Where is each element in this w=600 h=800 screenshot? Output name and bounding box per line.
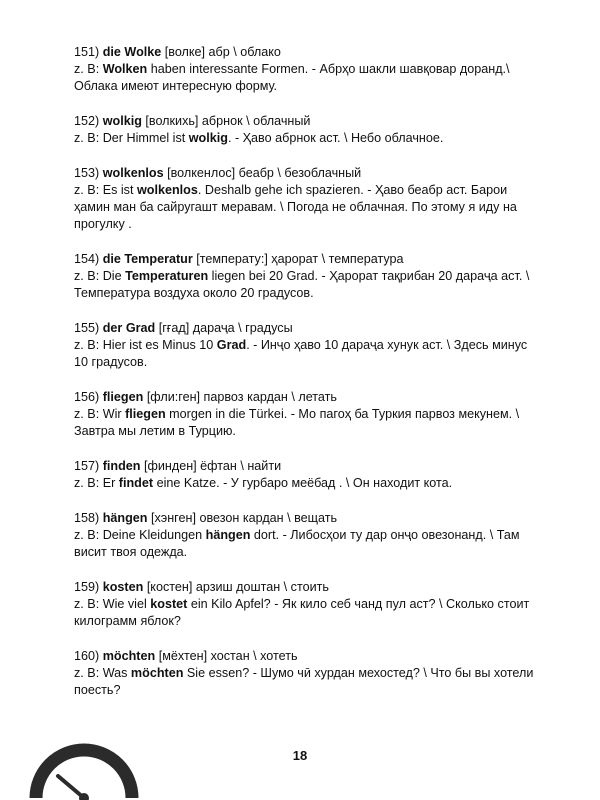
entry-headline [74, 44, 544, 61]
vocabulary-list [74, 44, 544, 717]
entry-definition: [гғад] дараҷа \ градусы [158, 321, 293, 335]
example-bold-word: Grad [216, 338, 247, 353]
example-rest: . - Инҷо ҳаво 10 дараҷа хунук аст. \ Здесь минус 10 градусов. [74, 338, 528, 370]
entry-word: möchten [102, 648, 156, 663]
entry-headline [74, 165, 544, 182]
example-bold-word: Temperaturen [125, 269, 209, 284]
example-bold-word: hängen [205, 528, 251, 542]
vocabulary-entry [74, 113, 544, 147]
entry-word: kosten [102, 579, 144, 594]
gauge-needle [58, 776, 84, 798]
entry-definition: [финден] ёфтан \ найти [144, 459, 282, 473]
vocabulary-entry [74, 579, 544, 631]
entry-example [74, 596, 544, 630]
example-rest: . Deshalb gehe ich spazieren. - Ҳаво беабр аст. Барои ҳамин ман ба сайругашт меравам. \ Погода не облачная. По этому я иду на прогулку . [74, 183, 517, 232]
entry-headline [74, 251, 544, 268]
entry-number: 154) [74, 252, 100, 266]
example-prefix: z. B: Hier ist es Minus 10 [74, 338, 217, 353]
entry-word: hängen [102, 510, 148, 525]
example-prefix: z. B: Es ist [74, 183, 137, 197]
entry-number: 151) [74, 45, 100, 59]
example-prefix: z. B: Wir [74, 407, 126, 422]
entry-example [74, 406, 544, 440]
entry-number: 156) [74, 390, 100, 404]
entry-definition: [мёхтен] хостан \ хотеть [158, 648, 298, 663]
entry-number: 153) [74, 165, 100, 180]
example-prefix: z. B: Wie viel [74, 597, 151, 611]
entry-word: fliegen [102, 390, 144, 404]
entry-example [74, 182, 544, 234]
example-bold-word: fliegen [125, 407, 166, 422]
example-rest: ein Kilo Apfel? - Як кило себ чанд пул аст? \ Сколько стоит килограмм яблок? [74, 597, 530, 629]
entry-headline [74, 648, 544, 665]
entry-example [74, 665, 544, 699]
entry-word: wolkenlos [102, 165, 164, 180]
entry-word: wolkig [102, 114, 142, 128]
entry-example [74, 337, 544, 371]
example-rest: . - Ҳаво абрнок аст. \ Небо облачное. [227, 131, 444, 146]
entry-definition: [температу:] ҳарорат \ температура [196, 252, 404, 266]
entry-word: die Wolke [102, 45, 162, 59]
example-prefix: z. B: Die [74, 269, 126, 284]
example-prefix: z. B: Deine Kleidungen [74, 528, 206, 542]
example-rest: Sie essen? - Шумо чӣ хурдан мехостед? \ Что бы вы хотели поесть? [74, 666, 534, 698]
entry-example [74, 61, 544, 95]
gauge-icon [28, 734, 140, 800]
entry-number: 159) [74, 579, 100, 594]
example-rest: liegen bei 20 Grad. - Ҳарорат тақрибан 20 дараҷа аст. \ Температура воздуха около 20 градусов. [74, 269, 530, 301]
entry-example [74, 268, 544, 302]
example-bold-word: findet [118, 476, 154, 491]
entry-definition: [волкихь] абрнок \ облачный [145, 114, 311, 128]
example-bold-word: wolkig [188, 131, 228, 146]
entry-example [74, 527, 544, 561]
entry-definition: [волке] абр \ облако [164, 45, 281, 59]
example-bold-word: kostet [150, 597, 188, 611]
example-rest: morgen in die Türkei. - Мо пагоҳ ба Туркия парвоз мекунем. \ Завтра мы летим в Турцию. [74, 407, 520, 439]
vocabulary-entry [74, 165, 544, 234]
example-prefix: z. B: Der Himmel ist [74, 131, 189, 146]
example-prefix: z. B: Er [74, 476, 119, 491]
entry-headline [74, 579, 544, 596]
entry-headline [74, 113, 544, 130]
example-bold-word: möchten [130, 666, 184, 680]
entry-definition: [хэнген] овезон кардан \ вещать [151, 510, 338, 525]
example-bold-word: Wolken [102, 62, 148, 77]
entry-number: 155) [74, 321, 100, 335]
entry-definition: [костен] арзиш доштан \ стоить [146, 579, 329, 594]
entry-definition: [фли:ген] парвоз кардан \ летать [146, 390, 337, 404]
entry-headline [74, 389, 544, 406]
entry-number: 158) [74, 510, 100, 525]
vocabulary-entry [74, 510, 544, 562]
entry-definition: [волкенлос] беабр \ безоблачный [167, 165, 362, 180]
entry-word: der Grad [102, 321, 156, 335]
entry-headline [74, 458, 544, 475]
entry-number: 160) [74, 648, 100, 663]
vocabulary-entry [74, 389, 544, 441]
example-bold-word: wolkenlos [136, 183, 198, 197]
entry-headline [74, 320, 544, 337]
entry-example [74, 475, 544, 492]
example-rest: eine Katze. - У гурбаро меёбад . \ Он находит кота. [153, 476, 453, 491]
vocabulary-entry [74, 251, 544, 303]
page-number: 18 [292, 748, 308, 763]
example-rest: dort. - Либосҳои ту дар онҷо овезонанд. \ Там висит твоя одежда. [74, 528, 520, 560]
example-rest: haben interessante Formen. - Абрҳо шакли шавқовар доранд.\ Облака имеют интересную форму. [74, 62, 510, 94]
gauge-arc [36, 750, 132, 798]
example-prefix: z. B: [74, 62, 103, 77]
entry-word: die Temperatur [102, 252, 193, 266]
vocabulary-entry [74, 648, 544, 700]
entry-number: 157) [74, 459, 100, 473]
vocabulary-entry [74, 44, 544, 96]
entry-example [74, 130, 544, 147]
entry-number: 152) [74, 114, 100, 128]
vocabulary-entry [74, 458, 544, 492]
vocabulary-entry [74, 320, 544, 372]
example-prefix: z. B: Was [74, 666, 131, 680]
entry-word: finden [102, 459, 141, 473]
entry-headline [74, 510, 544, 527]
